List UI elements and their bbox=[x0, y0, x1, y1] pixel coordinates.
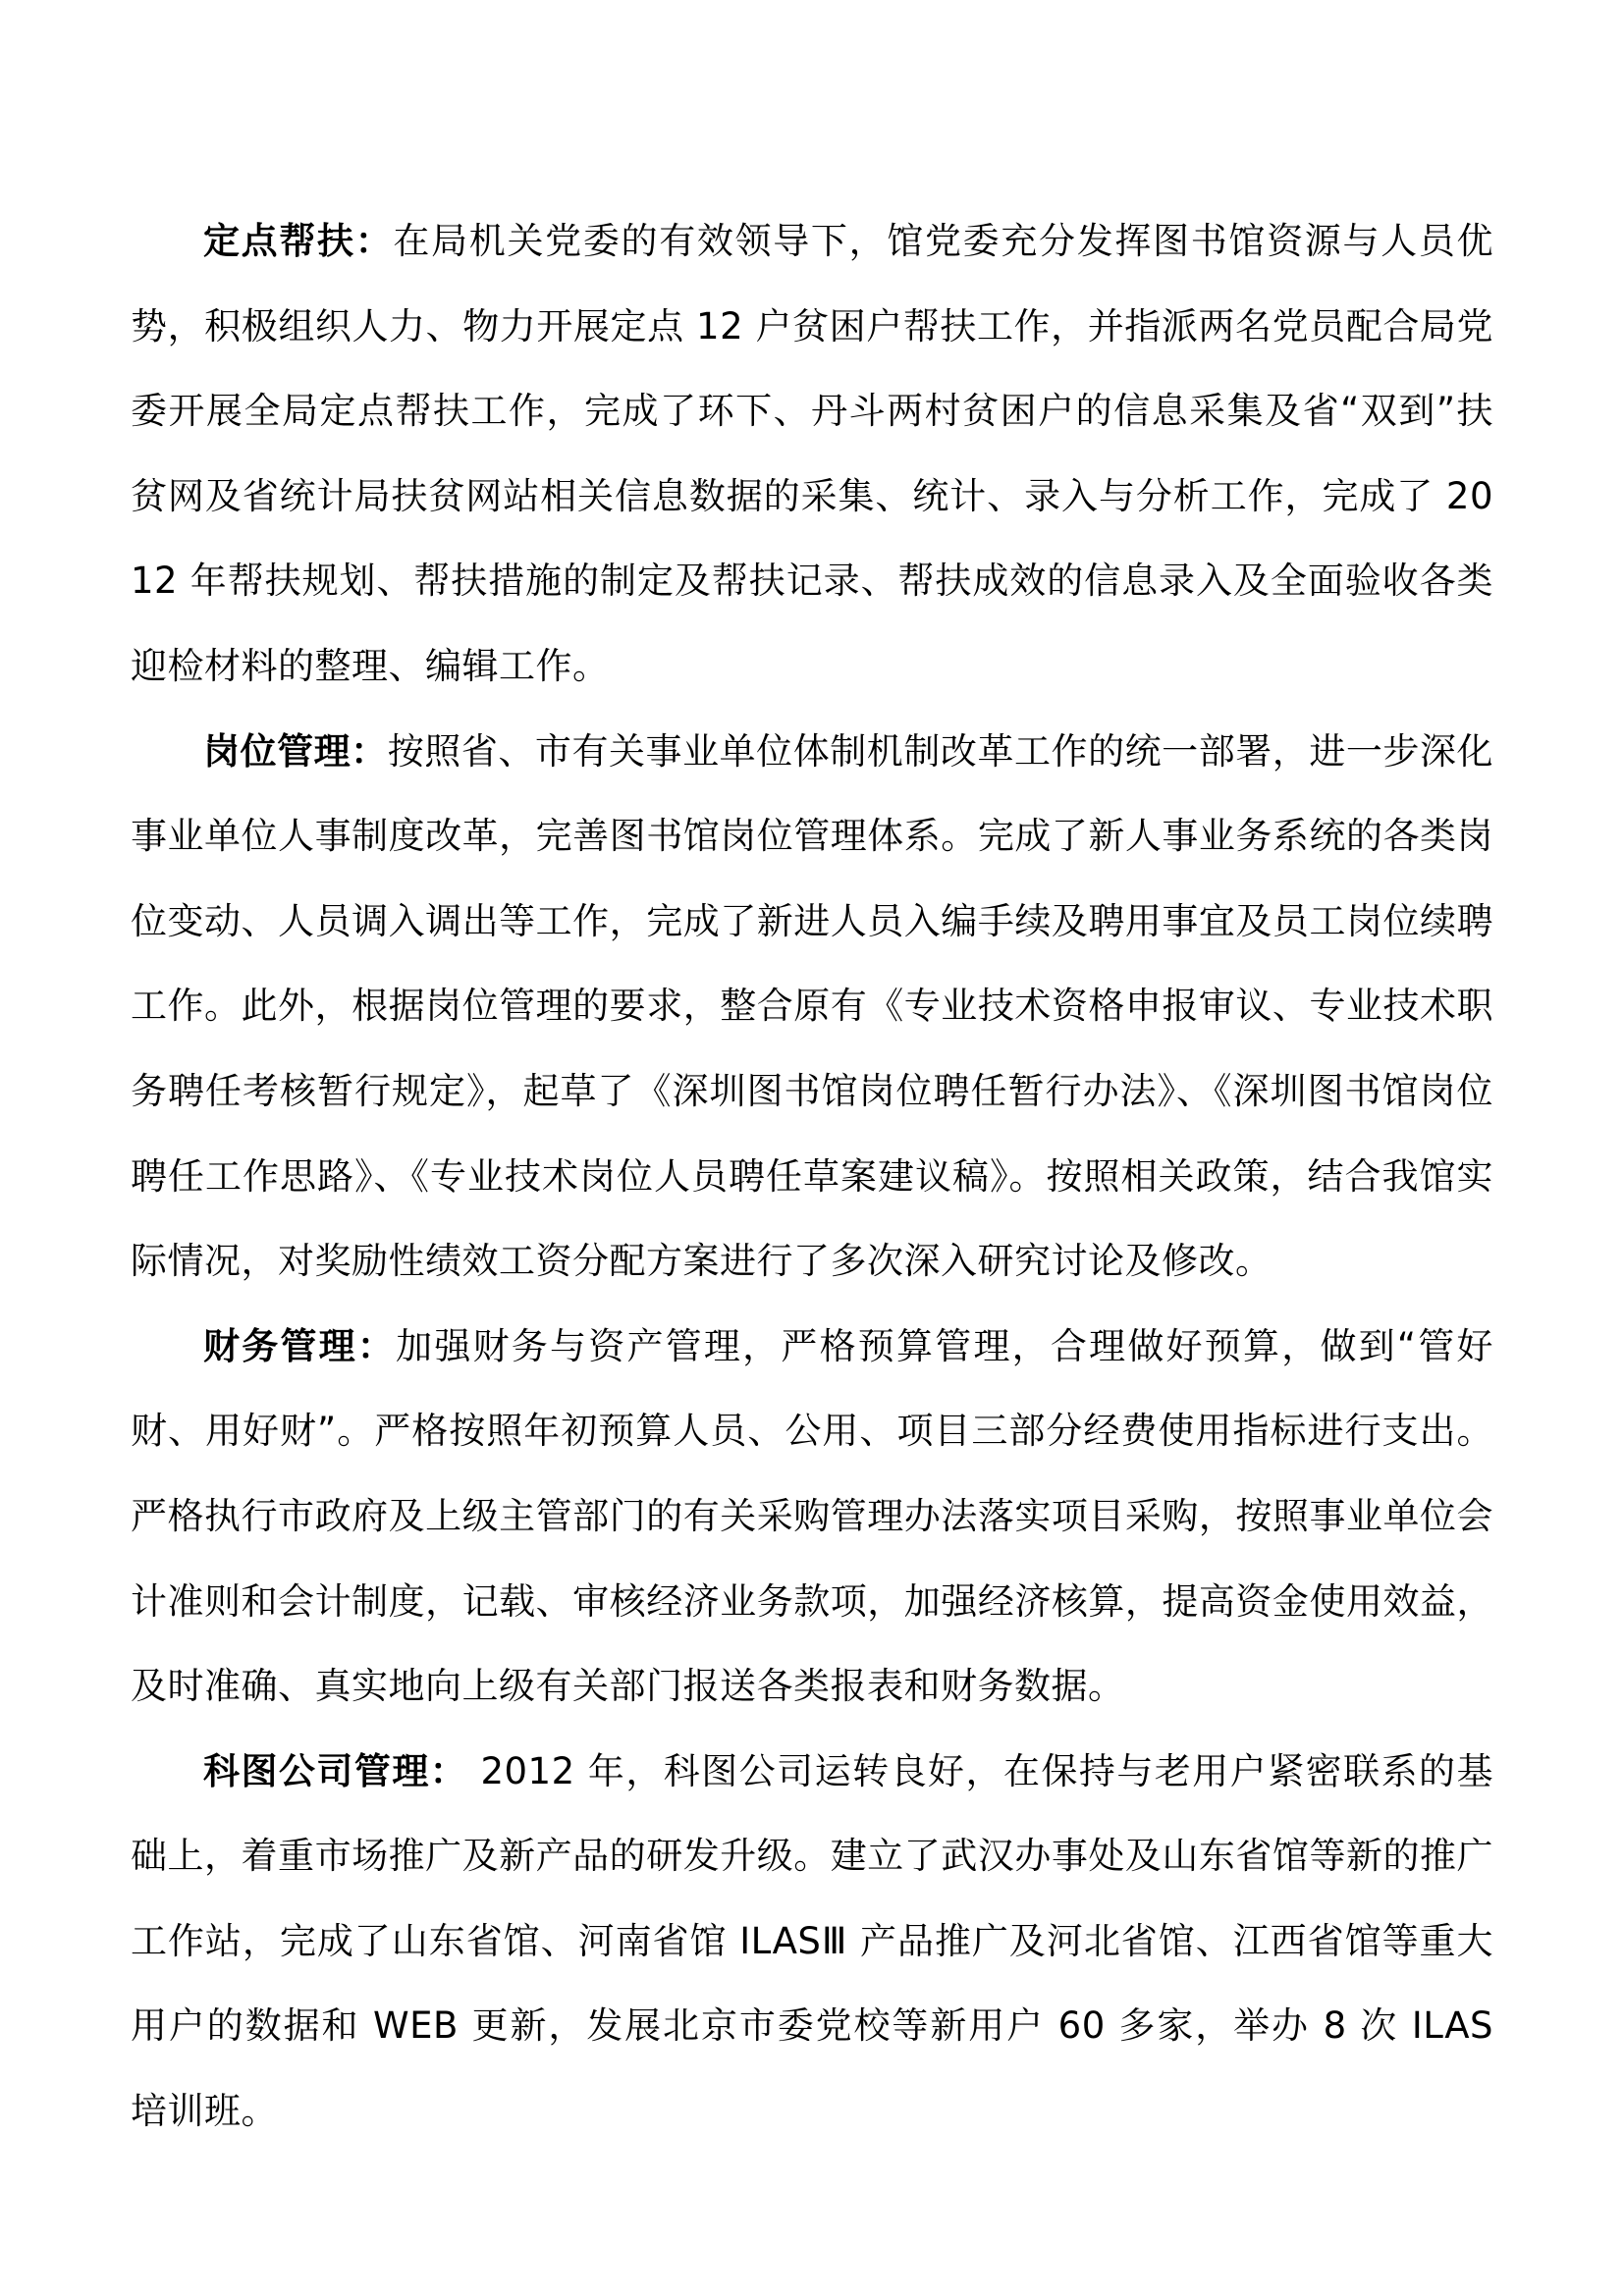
paragraph-caiwu-guanli bbox=[131, 1305, 1493, 1730]
paragraph-ketu-gongsi-guanli bbox=[131, 1730, 1493, 2155]
paragraph-text: 按照省、市有关事业单位体制机制改革工作的统一部署，进一步深化事业单位人事制度改革，完善图书馆岗位管理体系。完成了新人事业务系统的各类岗位变动、人员调入调出等工作，完成了新进人员入编手续及聘用事宜及员工岗位续聘工作。此外，根据岗位管理的要求，整合原有《专业技术资格申报审议、专业技术职务聘任考核暂行规定》，起草了《深圳图书馆岗位聘任暂行办法》、《深圳图书馆岗位聘任工作思路》、《专业技术岗位人员聘任草案建议稿》。按照相关政策，结合我馆实际情况，对奖励性绩效工资分配方案进行了多次深入研究讨论及修改。 bbox=[131, 729, 1494, 1283]
document-body bbox=[131, 199, 1493, 2155]
paragraph-label: 科图公司管理： bbox=[203, 1749, 468, 1792]
paragraph-label: 定点帮扶： bbox=[203, 220, 394, 262]
paragraph-dingdian-bangfu bbox=[131, 199, 1493, 710]
paragraph-gangwei-guanli bbox=[131, 710, 1493, 1305]
paragraph-text: 2012 年，科图公司运转良好，在保持与老用户紧密联系的基础上，着重市场推广及新产品的研发升级。建立了武汉办事处及山东省馆等新的推广工作站，完成了山东省馆、河南省馆 ILASⅢ 产品推广及河北省馆、江西省馆等重大用户的数据和 WEB 更新，发展北京市委党校等新用户 60 多家，举办 8 次 ILAS 培训班。 bbox=[131, 1749, 1494, 2133]
paragraph-text: 在局机关党委的有效领导下，馆党委充分发挥图书馆资源与人员优势，积极组织人力、物力开展定点 12 户贫困户帮扶工作，并指派两名党员配合局党委开展全局定点帮扶工作，完成了环下、丹斗两村贫困户的信息采集及省“双到”扶贫网及省统计局扶贫网站相关信息数据的采集、统计、录入与分析工作，完成了 2012 年帮扶规划、帮扶措施的制定及帮扶记录、帮扶成效的信息录入及全面验收各类迎检材料的整理、编辑工作。 bbox=[131, 220, 1494, 687]
paragraph-text: 加强财务与资产管理，严格预算管理，合理做好预算，做到“管好财、用好财”。严格按照年初预算人员、公用、项目三部分经费使用指标进行支出。严格执行市政府及上级主管部门的有关采购管理办法落实项目采购，按照事业单位会计准则和会计制度，记载、审核经济业务款项，加强经济核算，提高资金使用效益，及时准确、真实地向上级有关部门报送各类报表和财务数据。 bbox=[131, 1324, 1494, 1708]
paragraph-label: 财务管理： bbox=[203, 1324, 397, 1367]
paragraph-label: 岗位管理： bbox=[203, 729, 388, 773]
